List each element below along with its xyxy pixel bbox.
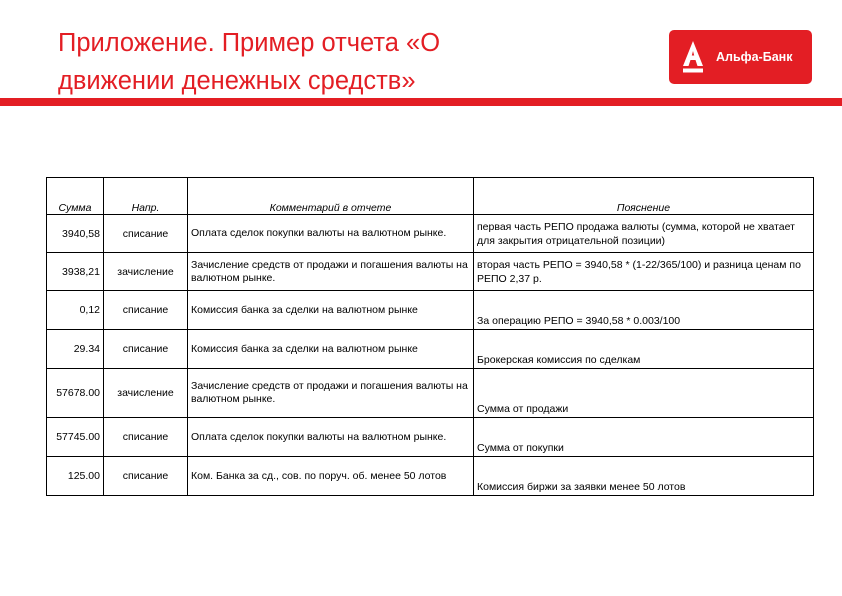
- column-header-sum: Сумма: [47, 178, 104, 215]
- table-row: [47, 457, 814, 496]
- cell-direction: зачисление: [104, 369, 188, 418]
- table-row: [47, 330, 814, 369]
- cell-sum: 57678.00: [47, 369, 104, 418]
- cell-explanation: Сумма от продажи: [474, 369, 814, 418]
- cell-comment: Комиссия банка за сделки на валютном рынке: [188, 291, 474, 330]
- cell-direction: зачисление: [104, 253, 188, 291]
- table-row: [47, 215, 814, 253]
- table-row: [47, 291, 814, 330]
- alfa-a-icon: [679, 40, 707, 74]
- cell-explanation: За операцию РЕПО = 3940,58 * 0.003/100: [474, 291, 814, 330]
- cell-comment: Оплата сделок покупки валюты на валютном рынке.: [188, 418, 474, 457]
- alfa-bank-logo: [669, 30, 812, 84]
- cell-comment: Ком. Банка за сд., сов. по поруч. об. менее 50 лотов: [188, 457, 474, 496]
- table-row: [47, 253, 814, 291]
- cell-explanation: Брокерская комиссия по сделкам: [474, 330, 814, 369]
- cell-comment: Оплата сделок покупки валюты на валютном рынке.: [188, 215, 474, 253]
- cell-direction: списание: [104, 418, 188, 457]
- header-divider: [0, 98, 842, 106]
- cell-comment: Зачисление средств от продажи и погашения валюты на валютном рынке.: [188, 253, 474, 291]
- cell-sum: 3940,58: [47, 215, 104, 253]
- table-row: [47, 418, 814, 457]
- cell-direction: списание: [104, 215, 188, 253]
- cell-explanation: Комиссия биржи за заявки менее 50 лотов: [474, 457, 814, 496]
- cell-comment: Комиссия банка за сделки на валютном рынке: [188, 330, 474, 369]
- cell-explanation: Сумма от покупки: [474, 418, 814, 457]
- cell-sum: 3938,21: [47, 253, 104, 291]
- cell-comment: Зачисление средств от продажи и погашения валюты на валютном рынке.: [188, 369, 474, 418]
- cell-explanation: первая часть РЕПО продажа валюты (сумма, которой не хватает для закрытия отрицательной позиции): [474, 215, 814, 253]
- cell-direction: списание: [104, 330, 188, 369]
- logo-text: Альфа-Банк: [716, 50, 793, 64]
- report-table: [46, 177, 814, 496]
- cell-sum: 57745.00: [47, 418, 104, 457]
- page-title-line-1: Приложение. Пример отчета «О: [58, 29, 441, 57]
- table-header-row: [47, 178, 814, 215]
- cell-sum: 29.34: [47, 330, 104, 369]
- cell-direction: списание: [104, 291, 188, 330]
- page-title-line-2: движении денежных средств»: [58, 67, 416, 95]
- column-header-explanation: Пояснение: [474, 178, 814, 215]
- page-title: [58, 24, 598, 100]
- cell-sum: 0,12: [47, 291, 104, 330]
- table-row: [47, 369, 814, 418]
- cell-direction: списание: [104, 457, 188, 496]
- cell-explanation: вторая часть РЕПО = 3940,58 * (1-22/365/100) и разница ценам по РЕПО 2,37 р.: [474, 253, 814, 291]
- column-header-comment: Комментарий в отчете: [188, 178, 474, 215]
- column-header-direction: Напр.: [104, 178, 188, 215]
- cell-sum: 125.00: [47, 457, 104, 496]
